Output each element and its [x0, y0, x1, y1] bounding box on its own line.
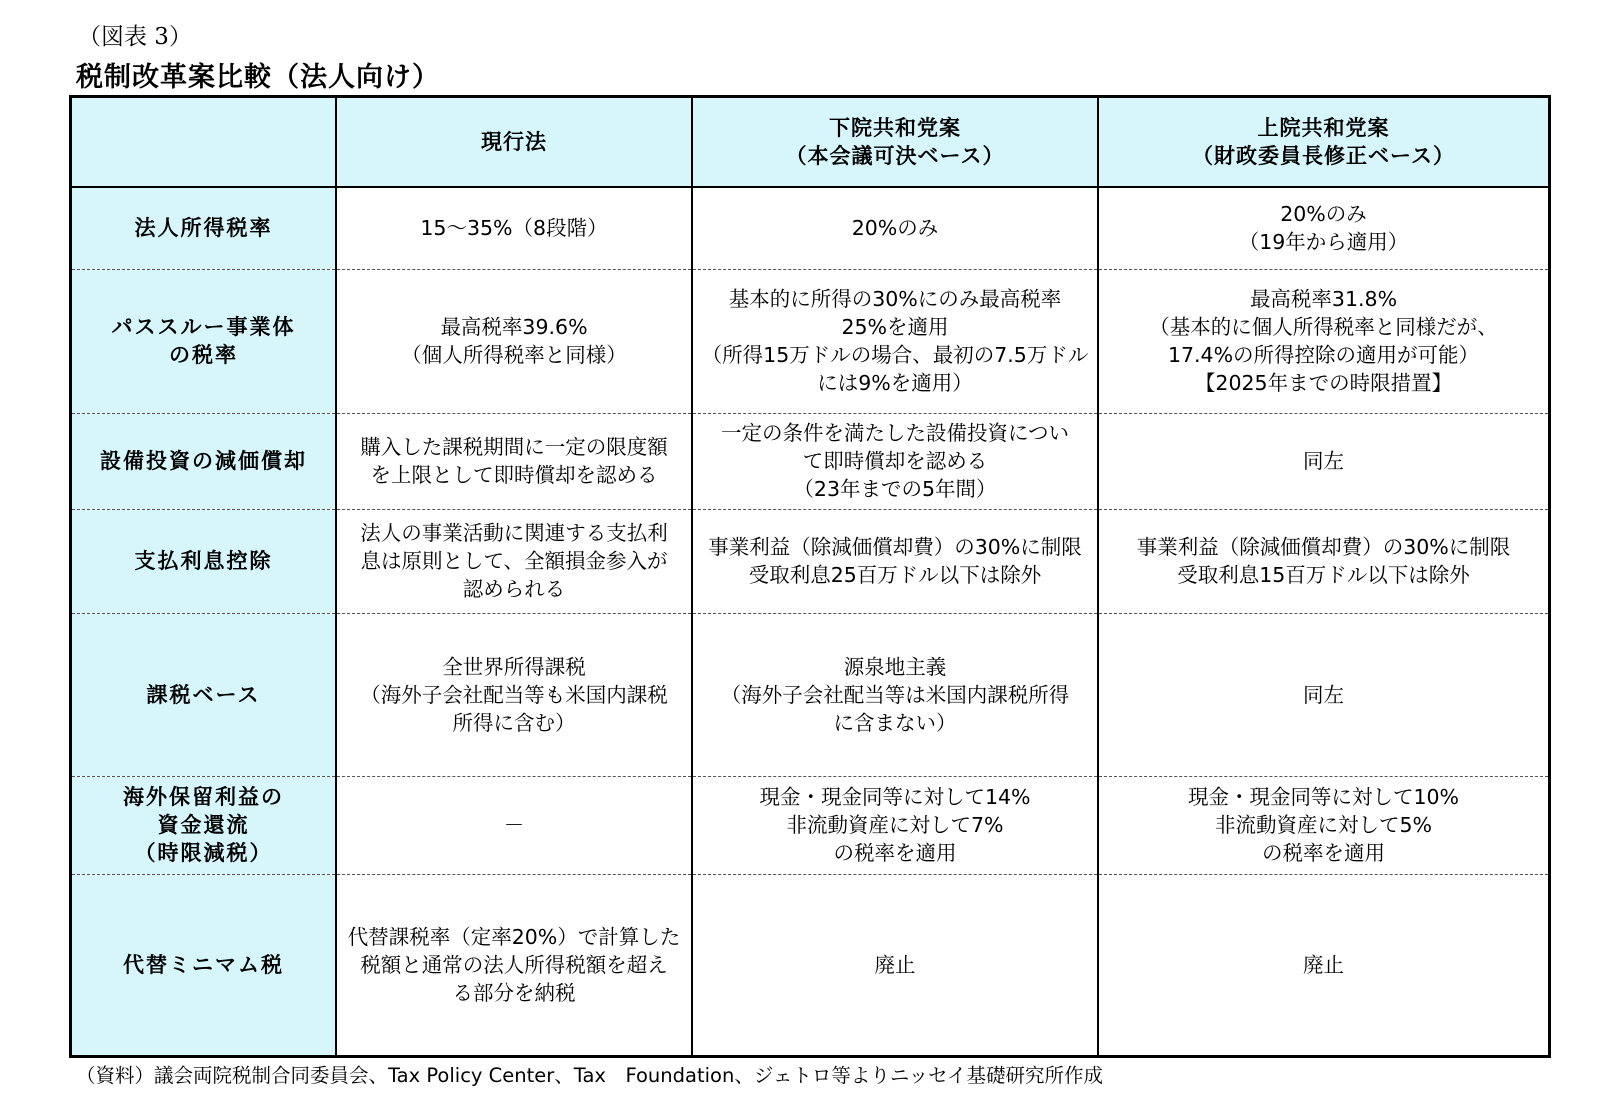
cell-house: 20%のみ: [692, 187, 1098, 269]
cell-senate: 現金・現金同等に対して10% 非流動資産に対して5% の税率を適用: [1098, 776, 1548, 874]
cell-house: 一定の条件を満たした設備投資につい て即時償却を認める （23年までの5年間）: [692, 413, 1098, 509]
table-row: [72, 187, 1548, 269]
cell-house: 廃止: [692, 874, 1098, 1055]
cell-senate: 事業利益（除減価償却費）の30%に制限 受取利息15百万ドル以下は除外: [1098, 509, 1548, 613]
cell-senate: 20%のみ （19年から適用）: [1098, 187, 1548, 269]
cell-house: 現金・現金同等に対して14% 非流動資産に対して7% の税率を適用: [692, 776, 1098, 874]
table-row: [72, 776, 1548, 874]
cell-current: 15～35%（8段階）: [336, 187, 692, 269]
cell-house: 基本的に所得の30%にのみ最高税率 25%を適用 （所得15万ドルの場合、最初の7.5万ドル には9%を適用）: [692, 269, 1098, 413]
cell-house: 源泉地主義 （海外子会社配当等は米国内課税所得 に含まない）: [692, 613, 1098, 776]
cell-current: 最高税率39.6% （個人所得税率と同様）: [336, 269, 692, 413]
comparison-table-frame: [69, 95, 1551, 1058]
row-label-repatriation: 海外保留利益の 資金還流 （時限減税）: [72, 776, 336, 874]
cell-current: 全世界所得課税 （海外子会社配当等も米国内課税 所得に含む）: [336, 613, 692, 776]
cell-current: 法人の事業活動に関連する支払利 息は原則として、全額損金参入が 認められる: [336, 509, 692, 613]
header-senate-plan: 上院共和党案 （財政委員長修正ベース）: [1098, 98, 1548, 187]
figure-caption: （図表 3）: [78, 24, 192, 50]
row-label-pass-through-rate: パススルー事業体 の税率: [72, 269, 336, 413]
cell-current: －: [336, 776, 692, 874]
cell-senate: 廃止: [1098, 874, 1548, 1055]
cell-current: 購入した課税期間に一定の限度額 を上限として即時償却を認める: [336, 413, 692, 509]
table-row: [72, 269, 1548, 413]
table-row: [72, 509, 1548, 613]
source-note: （資料）議会両院税制合同委員会、Tax Policy Center、Tax Foundation、ジェトロ等よりニッセイ基礎研究所作成: [76, 1064, 1104, 1087]
row-label-tax-base: 課税ベース: [72, 613, 336, 776]
table-row: [72, 874, 1548, 1055]
cell-senate: 同左: [1098, 413, 1548, 509]
row-label-depreciation: 設備投資の減価償却: [72, 413, 336, 509]
header-house-plan: 下院共和党案 （本会議可決ベース）: [692, 98, 1098, 187]
row-label-corporate-tax-rate: 法人所得税率: [72, 187, 336, 269]
comparison-table: [72, 98, 1548, 1055]
header-corner: [72, 98, 336, 187]
cell-senate: 同左: [1098, 613, 1548, 776]
cell-current: 代替課税率（定率20%）で計算した 税額と通常の法人所得税額を超え る部分を納税: [336, 874, 692, 1055]
row-label-amt: 代替ミニマム税: [72, 874, 336, 1055]
cell-house: 事業利益（除減価償却費）の30%に制限 受取利息25百万ドル以下は除外: [692, 509, 1098, 613]
table-row: [72, 613, 1548, 776]
table-header-row: [72, 98, 1548, 187]
row-label-interest-deduction: 支払利息控除: [72, 509, 336, 613]
page-title: 税制改革案比較（法人向け）: [76, 62, 440, 93]
cell-senate: 最高税率31.8% （基本的に個人所得税率と同様だが、 17.4%の所得控除の適用が可能） 【2025年までの時限措置】: [1098, 269, 1548, 413]
table-row: [72, 413, 1548, 509]
header-current-law: 現行法: [336, 98, 692, 187]
